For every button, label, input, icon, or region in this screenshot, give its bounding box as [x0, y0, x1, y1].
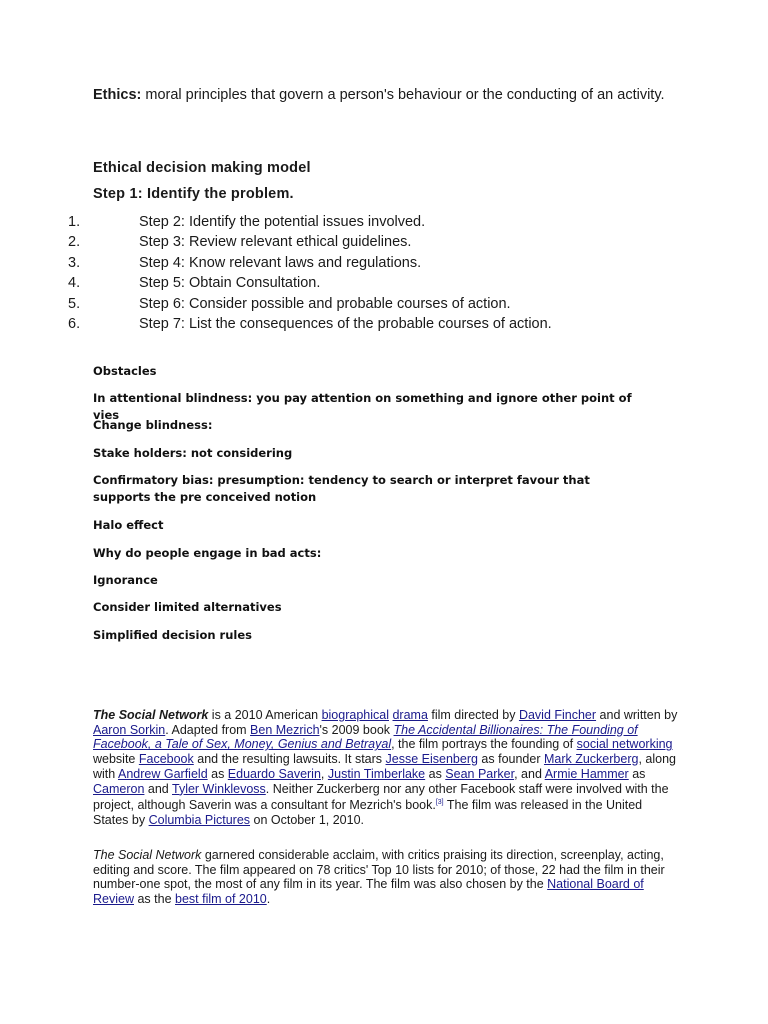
steps-list	[0, 212, 768, 334]
obstacle-item: Confirmatory bias: presumption: tendency to search or interpret favour that supports the pre conceived notion	[93, 473, 590, 504]
link-biographical[interactable]: biographical	[321, 708, 389, 722]
list-text: Step 3: Review relevant ethical guidelines.	[139, 234, 412, 251]
obstacles-heading: Obstacles	[93, 364, 157, 378]
list-number: 2.	[68, 234, 81, 251]
link-tyler-winklevoss[interactable]: Tyler Winklevoss	[172, 781, 266, 796]
text-run: as	[207, 766, 228, 781]
obstacle-item: Change blindness:	[93, 418, 213, 432]
link-andrew-garfield[interactable]: Andrew Garfield	[118, 766, 208, 781]
link-eduardo-saverin[interactable]: Eduardo Saverin	[227, 766, 321, 781]
link-cameron[interactable]: Cameron	[93, 781, 145, 796]
text-run: .	[266, 892, 271, 907]
text-run: as founder	[477, 752, 544, 767]
reason-item: Ignorance	[93, 573, 158, 587]
obstacle-item: Stake holders: not considering	[93, 446, 293, 460]
obstacle-item: Halo effect	[93, 518, 164, 532]
link-mark-zuckerberg[interactable]: Mark Zuckerberg	[543, 752, 639, 767]
text-run: ,	[320, 766, 328, 781]
text-run: as	[628, 766, 646, 781]
link-social-networking[interactable]: social networking	[576, 737, 673, 752]
link-ben-mezrich[interactable]: Ben Mezrich	[250, 722, 320, 737]
list-item	[0, 273, 768, 293]
link-national-board-of-review[interactable]: National Board of Review	[93, 877, 644, 907]
link-sean-parker[interactable]: Sean Parker	[445, 766, 515, 781]
list-text: Step 4: Know relevant laws and regulations.	[139, 254, 422, 271]
model-heading: Ethical decision making model	[93, 160, 311, 176]
list-number: 4.	[68, 275, 81, 292]
list-number: 1.	[68, 214, 81, 230]
text-run: 's 2009 book	[319, 722, 394, 737]
reason-item: Consider limited alternatives	[93, 600, 282, 614]
film-title: The Social Network	[93, 708, 209, 722]
link-drama[interactable]: drama	[392, 708, 428, 722]
ethics-term: Ethics:	[93, 87, 142, 103]
obstacle-item: In attentional blindness: you pay attention on something and ignore other point of vies	[93, 391, 632, 422]
list-text: Step 2: Identify the potential issues involved.	[139, 214, 426, 230]
text-run: , and	[514, 766, 545, 781]
step-1-heading: Step 1: Identify the problem.	[93, 186, 294, 202]
list-item	[0, 314, 768, 334]
link-jesse-eisenberg[interactable]: Jesse Eisenberg	[385, 752, 478, 767]
article-paragraph-2	[93, 848, 678, 907]
link-columbia-pictures[interactable]: Columbia Pictures	[148, 813, 251, 828]
text-run: film directed by	[427, 708, 519, 722]
list-item	[0, 253, 768, 273]
link-book-title[interactable]: The Accidental Billionaires: The Founding of Facebook, a Tale of Sex, Money, Genius and Betrayal	[93, 722, 638, 752]
reason-item: Simplified decision rules	[93, 628, 252, 642]
text-run: . Adapted from	[165, 722, 251, 737]
text-run: and	[144, 781, 172, 796]
link-facebook[interactable]: Facebook	[138, 752, 194, 767]
list-number: 5.	[68, 295, 81, 312]
question-heading: Why do people engage in bad acts:	[93, 546, 322, 560]
link-justin-timberlake[interactable]: Justin Timberlake	[327, 766, 426, 781]
list-text: Step 6: Consider possible and probable courses of action.	[139, 295, 511, 312]
list-text: Step 7: List the consequences of the probable courses of action.	[139, 315, 552, 332]
link-armie-hammer[interactable]: Armie Hammer	[544, 766, 629, 781]
text-run: , the film portrays the founding of	[391, 737, 577, 752]
list-number: 3.	[68, 254, 81, 271]
ethics-definition	[93, 86, 673, 105]
reference-link[interactable]: [3]	[435, 799, 444, 807]
film-title: The Social Network	[93, 848, 202, 862]
text-run: garnered considerable acclaim, with critics praising its direction, screenplay, acting, editing and score. The film appeared on 78 critics' Top 10 lists for 2010; of those, 22 had the film in their number-one spot, the most of any film in its year. The film was also chosen by the	[93, 848, 665, 892]
list-item	[0, 294, 768, 314]
link-aaron-sorkin[interactable]: Aaron Sorkin	[93, 722, 166, 737]
text-run: is a 2010 American	[208, 708, 322, 722]
text-run: as	[425, 766, 446, 781]
text-run: and written by	[596, 708, 678, 722]
link-david-fincher[interactable]: David Fincher	[518, 708, 597, 722]
list-item	[0, 232, 768, 252]
ethics-definition-text: moral principles that govern a person's behaviour or the conducting of an activity.	[141, 87, 665, 103]
list-text: Step 5: Obtain Consultation.	[139, 275, 321, 292]
list-item	[0, 212, 768, 232]
list-number: 6.	[68, 315, 81, 332]
text-run: . Neither Zuckerberg nor any other Facebook staff were involved with the project, although Saverin was a consultant for Mezrich's book.	[93, 781, 669, 813]
text-run: on October 1, 2010.	[250, 813, 364, 828]
text-run: as the	[134, 892, 175, 907]
link-best-film-2010[interactable]: best film of 2010	[175, 892, 267, 907]
text-run: website	[93, 752, 139, 767]
text-run: and the resulting lawsuits. It stars	[193, 752, 386, 767]
text-run: The film was released in the United States by	[93, 798, 643, 828]
article-paragraph-1	[93, 708, 678, 828]
text-run: , along with	[93, 752, 676, 781]
